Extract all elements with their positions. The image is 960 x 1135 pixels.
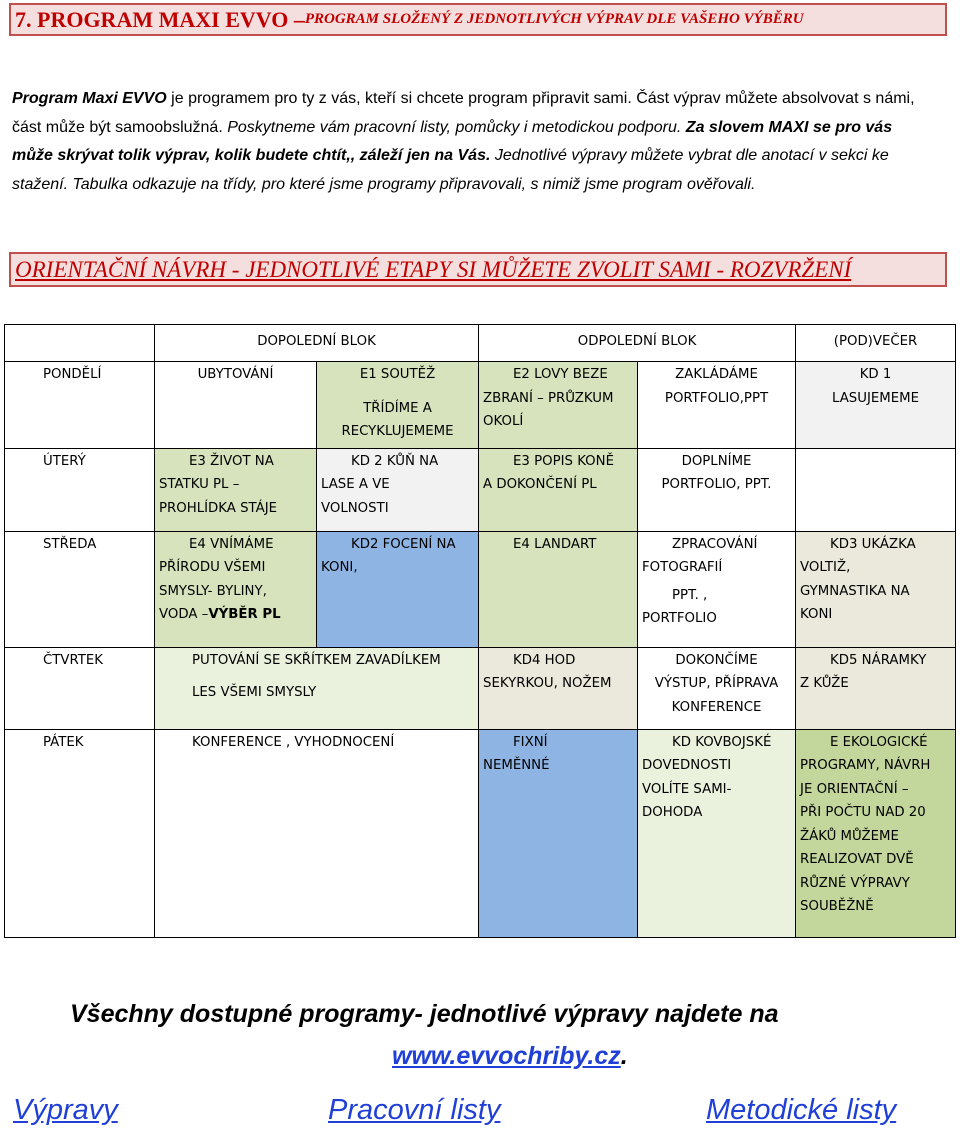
header-afternoon: ODPOLEDNÍ BLOK xyxy=(479,325,796,362)
header-evening: (POD)VEČER xyxy=(796,325,956,362)
cell-thu-1: PUTOVÁNÍ SE SKŘÍTKEM ZAVADÍLKEM LES VŠEMI SMYSLY xyxy=(155,647,479,729)
day-thursday: ČTVRTEK xyxy=(5,647,155,729)
program-title-main: 7. PROGRAM MAXI EVVO – xyxy=(15,6,305,32)
cell-fri-1: KONFERENCE , VYHODNOCENÍ xyxy=(155,729,479,937)
day-friday: PÁTEK xyxy=(5,729,155,937)
section-title: ORIENTAČNÍ NÁVRH - JEDNOTLIVÉ ETAPY SI MŮŽETE ZVOLIT SAMI - ROZVRŽENÍ xyxy=(15,256,852,282)
day-tuesday: ÚTERÝ xyxy=(5,448,155,531)
intro-paragraph xyxy=(12,85,937,199)
intro-text-4: Jednotlivé výpravy můžete vybrat dle anotací v sekci ke stažení. Tabulka odkazuje na třídy, pro které jsme programy připravovali, s nimiž jsme program ověřovali. xyxy=(12,147,889,193)
section-title-banner xyxy=(9,252,947,287)
table-row xyxy=(5,448,956,531)
cell-wed-5: KD3 UKÁZKA VOLTIŽ, GYMNASTIKA NA KONI xyxy=(796,531,956,647)
website-link[interactable]: www.evvochriby.cz xyxy=(392,1042,621,1070)
cell-fri-4: E EKOLOGICKÉ PROGRAMY, NÁVRH JE ORIENTAČNÍ – PŘI POČTU NAD 20 ŽÁKŮ MŮŽEME REALIZOVAT DVĚ RŮZNÉ VÝPRAVY SOUBĚŽNĚ xyxy=(796,729,956,937)
cell-mon-3: E2 LOVY BEZE ZBRANÍ – PRŮZKUM OKOLÍ xyxy=(479,362,638,449)
header-empty xyxy=(5,325,155,362)
table-row xyxy=(5,729,956,937)
table-row xyxy=(5,647,956,729)
cell-thu-3: DOKONČÍME VÝSTUP, PŘÍPRAVA KONFERENCE xyxy=(638,647,796,729)
table-row xyxy=(5,531,956,647)
footer-link-suffix: . xyxy=(620,1042,628,1070)
vypravy-link[interactable]: Výpravy xyxy=(13,1094,118,1126)
day-monday: PONDĚLÍ xyxy=(5,362,155,449)
intro-program-name: Program Maxi EVVO xyxy=(12,90,167,107)
schedule-table xyxy=(4,324,956,938)
cell-wed-2: KD2 FOCENÍ NA KONI, xyxy=(317,531,479,647)
cell-wed-1: E4 VNÍMÁME PŘÍRODU VŠEMI SMYSLY- BYLINY, VODA –VÝBĚR PL xyxy=(155,531,317,647)
cell-mon-4: ZAKLÁDÁME PORTFOLIO,PPT xyxy=(638,362,796,449)
day-wednesday: STŘEDA xyxy=(5,531,155,647)
cell-tue-5 xyxy=(796,448,956,531)
cell-mon-5: KD 1 LASUJEMEME xyxy=(796,362,956,449)
intro-text-2: Poskytneme vám pracovní listy, pomůcky i metodickou podporu. xyxy=(227,118,686,136)
cell-fri-3: KD KOVBOJSKÉ DOVEDNOSTI VOLÍTE SAMI- DOHODA xyxy=(638,729,796,937)
footer-text: Všechny dostupné programy- jednotlivé výpravy najdete na xyxy=(70,1000,779,1028)
table-header-row xyxy=(5,325,956,362)
cell-fri-2: FIXNÍ NEMĚNNÉ xyxy=(479,729,638,937)
intro-text-1: je programem pro ty z vás, kteří si chcete program připravit sami. Část výprav můžete absolvovat s námi, část může být samoobslužná. xyxy=(12,90,915,136)
cell-tue-4: DOPLNÍME PORTFOLIO, PPT. xyxy=(638,448,796,531)
cell-wed-3: E4 LANDART xyxy=(479,531,638,647)
metodicke-listy-link[interactable]: Metodické listy xyxy=(706,1094,897,1126)
cell-mon-2: E1 SOUTĚŽ TŘÍDÍME A RECYKLUJEMEME xyxy=(317,362,479,449)
table-row xyxy=(5,362,956,449)
cell-mon-1: UBYTOVÁNÍ xyxy=(155,362,317,449)
cell-thu-2: KD4 HOD SEKYRKOU, NOŽEM xyxy=(479,647,638,729)
cell-tue-2: KD 2 KŮŇ NA LASE A VE VOLNOSTI xyxy=(317,448,479,531)
intro-text-3: Za slovem MAXI se pro vás může skrývat tolik výprav, kolik budete chtít,, záleží jen na Vás. xyxy=(12,118,893,164)
cell-tue-3: E3 POPIS KONĚ A DOKONČENÍ PL xyxy=(479,448,638,531)
program-title-sub: PROGRAM SLOŽENÝ Z JEDNOTLIVÝCH VÝPRAV DLE VAŠEHO VÝBĚRU xyxy=(304,11,804,27)
cell-wed-4: ZPRACOVÁNÍ FOTOGRAFIÍ PPT. , PORTFOLIO xyxy=(638,531,796,647)
cell-tue-1: E3 ŽIVOT NA STATKU PL – PROHLÍDKA STÁJE xyxy=(155,448,317,531)
footer-link-line xyxy=(392,1042,628,1071)
header-morning: DOPOLEDNÍ BLOK xyxy=(155,325,479,362)
program-title-banner xyxy=(9,3,947,36)
cell-thu-4: KD5 NÁRAMKY Z KŮŽE xyxy=(796,647,956,729)
pracovni-listy-link[interactable]: Pracovní listy xyxy=(328,1094,501,1126)
selection-pl-label: VÝBĚR PL xyxy=(208,607,281,622)
